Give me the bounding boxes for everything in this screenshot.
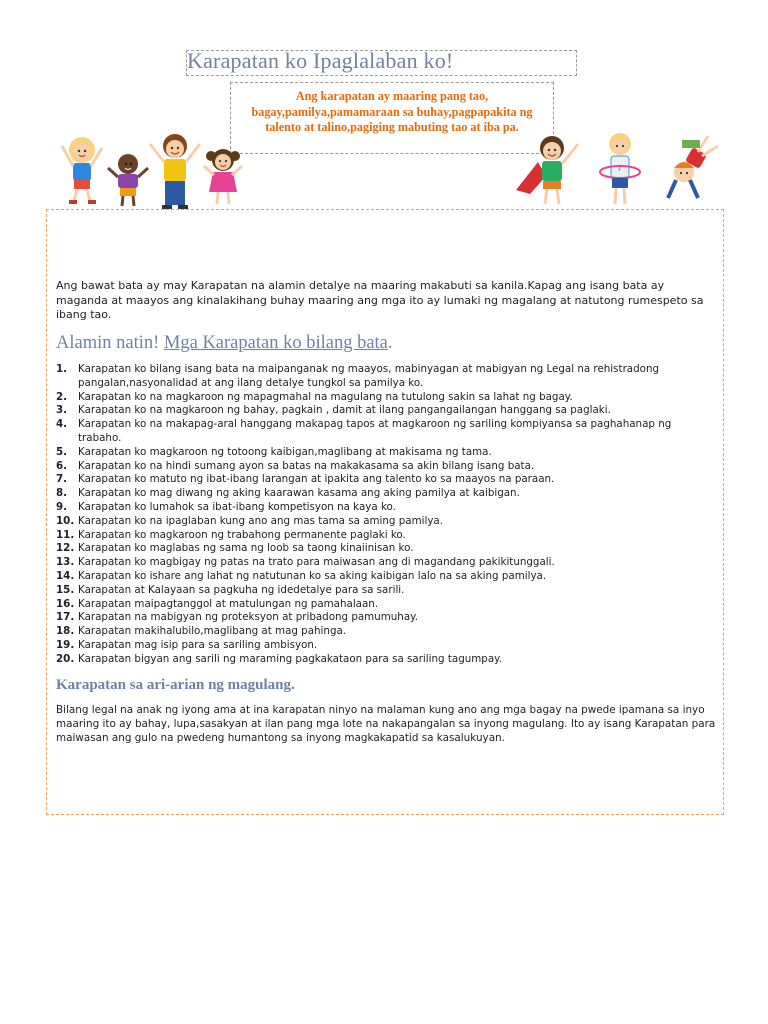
intro-text: Ang karapatan ay maaring pang tao, bagay,pamilya,pamamaraan sa buhay,pagpapakita ng talento at talino,pagiging mabuting tao at iba pa.: [251, 89, 533, 135]
list-item-text: Karapatan ko lumahok sa ibat-ibang kompetisyon na kaya ko.: [78, 500, 396, 513]
list-item: [56, 584, 716, 598]
list-item-text: Karapatan ko maglabas ng sama ng loob sa taong kinaiinisan ko.: [78, 542, 414, 555]
list-item: [56, 529, 716, 543]
section-heading-prefix: Alamin natin!: [56, 333, 164, 353]
list-item: [56, 515, 716, 529]
list-item: [56, 446, 716, 460]
list-item-text: Karapatan ko na magkaroon ng mapagmahal na magulang na tutulong sakin sa lahat ng bagay.: [78, 390, 573, 403]
list-item-number: 15.: [56, 583, 75, 596]
list-item-number: 7.: [56, 473, 68, 486]
list-item-number: 13.: [56, 556, 75, 569]
list-item-text: Karapatan na mabigyan ng proteksyon at pribadong pamumuhay.: [78, 611, 419, 624]
kid-figure: [516, 136, 578, 204]
list-item-text: Karapatan ko magbigay ng patas na trato para maiwasan ang di magandang pakikitunggali.: [78, 556, 555, 569]
rights-list: [56, 363, 716, 667]
list-item: [56, 542, 716, 556]
sub-heading: Karapatan sa ari-arian ng magulang.: [56, 677, 295, 693]
list-item-text: Karapatan ko ishare ang lahat ng natutunan ko sa aking kaibigan lalo na sa aking pamilya.: [78, 569, 547, 582]
svg-text:7: 7: [617, 164, 623, 173]
list-item-number: 1.: [56, 363, 68, 375]
list-item: [56, 653, 716, 667]
page-title: Karapatan ko Ipaglalaban ko!: [187, 48, 454, 73]
list-item: [56, 611, 716, 625]
list-item: [56, 473, 716, 487]
kid-figure: [62, 137, 102, 204]
list-item-number: 5.: [56, 445, 68, 458]
list-item: [56, 556, 716, 570]
list-item-number: 19.: [56, 638, 75, 651]
list-item: [56, 625, 716, 639]
list-item: [56, 363, 716, 391]
list-item-number: 8.: [56, 487, 68, 500]
list-item-text: Karapatan mag isip para sa sariling ambisyon.: [78, 638, 318, 651]
list-item-number: 10.: [56, 514, 75, 527]
list-item: [56, 418, 716, 446]
section-heading: [56, 333, 393, 354]
list-item-text: Karapatan ko matuto ng ibat-ibang larangan at ipakita ang talento ko sa maayos na paraan.: [78, 473, 555, 486]
list-item-text: Karapatan at Kalayaan sa pagkuha ng idedetalye para sa sarili.: [78, 583, 405, 596]
kids-group-left-illustration: [60, 128, 260, 213]
list-item-number: 14.: [56, 569, 75, 582]
list-item-text: Karapatan makihalubilo,maglibang at mag pahinga.: [78, 625, 347, 638]
list-item-number: 3.: [56, 404, 68, 417]
kid-figure: [108, 154, 148, 206]
list-item-text: Karapatan ko na ipaglaban kung ano ang mas tama sa aming pamilya.: [78, 514, 444, 527]
list-item: [56, 460, 716, 474]
list-item-text: Karapatan ko magkaroon ng totoong kaibigan,maglibang at makisama ng tama.: [78, 445, 492, 458]
closing-paragraph: Bilang legal na anak ng iyong ama at ina karapatan ninyo na malaman kung ano ang mga bagay na pwede ipamana sa inyo maaring ito ay bahay, lupa,sasakyan at ilan pang mga lote na nakapangalan sa inyong magulang. Ito ay isang Karapatan para maiwasan ang gulo na pwedeng humantong sa inyong magkakapatid sa kasalukuyan.: [56, 704, 716, 744]
title-box: [186, 50, 577, 76]
list-item-number: 20.: [56, 652, 75, 665]
list-item-number: 2.: [56, 390, 68, 403]
kid-figure: [668, 136, 718, 198]
list-item-text: Karapatan ko bilang isang bata na maipanganak ng maayos, mabinyagan at mabigyan ng Legal na rehistradong pangalan,nasyonalidad at ang ilang detalye tungkol sa pamilya ko.: [78, 363, 660, 389]
list-item-text: Karapatan ko mag diwang ng aking kaarawan kasama ang aking pamilya at kaibigan.: [78, 487, 520, 500]
kid-figure: [150, 134, 200, 209]
list-item-number: 4.: [56, 418, 68, 431]
list-item-text: Karapatan ko na makapag-aral hanggang makapag tapos at magkaroon ng sariling kompiyansa sa paghahanap ng trabaho.: [78, 418, 672, 444]
list-item: [56, 391, 716, 405]
list-item: [56, 570, 716, 584]
intro-box: [230, 82, 554, 154]
list-item-number: 16.: [56, 597, 75, 610]
list-item: [56, 487, 716, 501]
list-item-text: Karapatan bigyan ang sarili ng maraming pagkakataon para sa sariling tagumpay.: [78, 652, 503, 665]
list-item: [56, 404, 716, 418]
kid-figure: [600, 133, 640, 204]
list-item-text: Karapatan ko na hindi sumang ayon sa batas na makakasama sa akin bilang isang bata.: [78, 459, 535, 472]
list-item-text: Karapatan ko na magkaroon ng bahay, pagkain , damit at ilang pangangailangan hanggang sa paglaki.: [78, 404, 611, 417]
list-item-text: Karapatan maipagtanggol at matulungan ng pamahalaan.: [78, 597, 379, 610]
list-item-number: 9.: [56, 500, 68, 513]
list-item: [56, 639, 716, 653]
list-item: [56, 598, 716, 612]
kid-figure: [204, 149, 242, 204]
list-item: [56, 501, 716, 515]
list-item-number: 12.: [56, 542, 75, 555]
list-item-number: 17.: [56, 611, 75, 624]
section-heading-title: Mga Karapatan ko bilang bata: [163, 333, 388, 353]
list-item-number: 11.: [56, 528, 75, 541]
list-item-number: 18.: [56, 625, 75, 638]
section-heading-suffix: .: [387, 333, 393, 353]
list-item-number: 6.: [56, 459, 68, 472]
kids-group-right-illustration: [512, 132, 722, 214]
intro-paragraph: Ang bawat bata ay may Karapatan na alamin detalye na maaring makabuti sa kanila.Kapag ang isang bata ay maganda at maayos ang kinalakihang buhay maaring ang mga ito ay lumaki ng magalang at natutong rumespeto sa ibang tao.: [56, 279, 704, 321]
list-item-text: Karapatan ko magkaroon ng trabahong permanente paglaki ko.: [78, 528, 406, 541]
